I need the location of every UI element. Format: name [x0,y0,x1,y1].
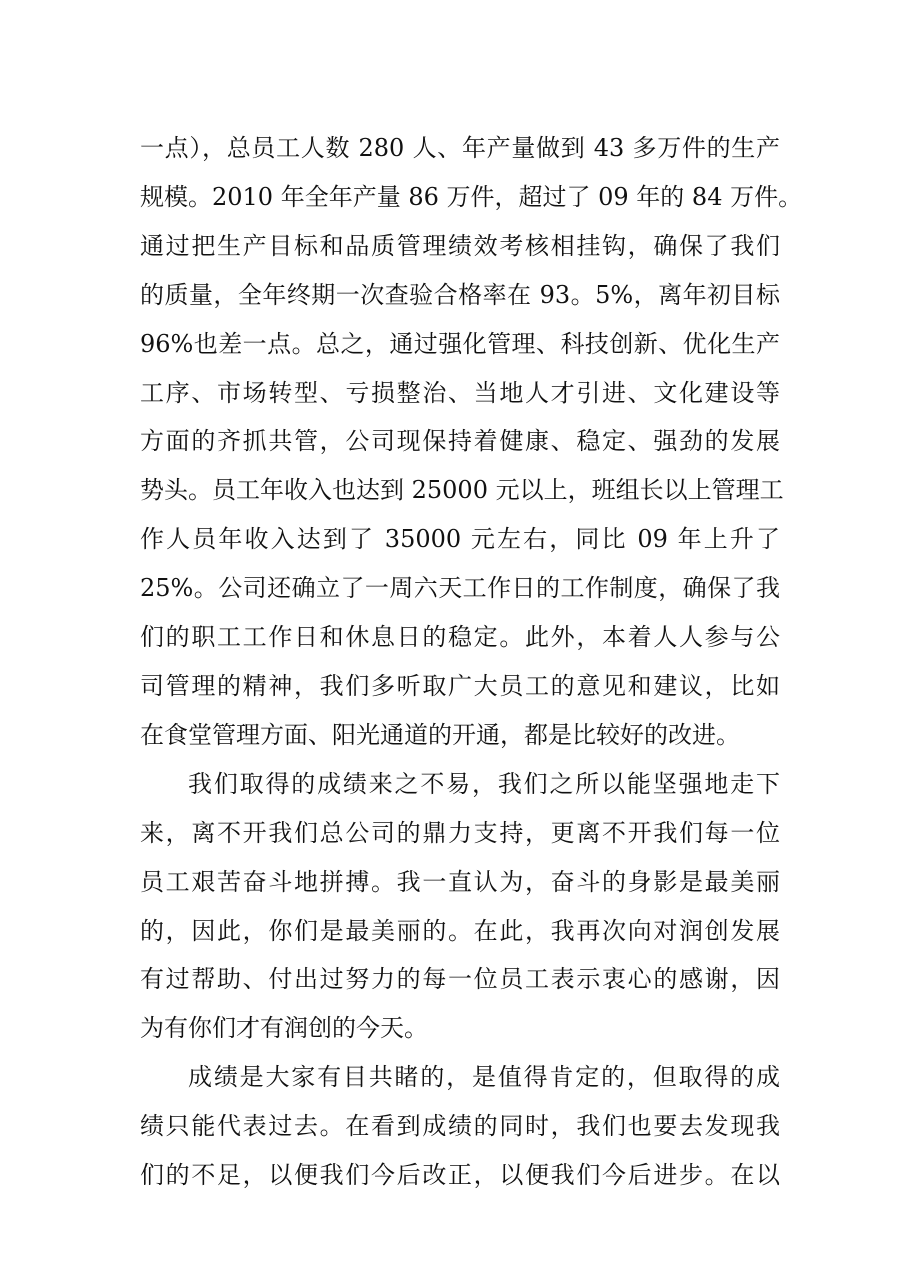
text-line: 方面的齐抓共管，公司现保持着健康、稳定、强劲的发展 [140,427,780,456]
text-line: 25%。公司还确立了一周六天工作日的工作制度，确保了我 [140,574,780,603]
text-line: 通过把生产目标和品质管理绩效考核相挂钩，确保了我们 [140,231,780,260]
paragraph-2 [140,760,780,1053]
text-line: 我们取得的成绩来之不易，我们之所以能坚强地走下 [188,769,780,798]
text-line: 来，离不开我们总公司的鼎力支持，更离不开我们每一位 [140,818,780,847]
text-line: 司管理的精神，我们多听取广大员工的意见和建议，比如 [140,671,780,700]
text-line: 为有你们才有润创的今天。 [140,1014,428,1043]
text-line: 的，因此，你们是最美丽的。在此，我再次向对润创发展 [140,916,780,945]
paragraph-3 [140,1053,780,1200]
text-line: 工序、市场转型、亏损整治、当地人才引进、文化建设等 [140,378,780,407]
text-line: 有过帮助、付出过努力的每一位员工表示衷心的感谢，因 [140,965,780,994]
text-line: 员工艰苦奋斗地拼搏。我一直认为，奋斗的身影是最美丽 [140,867,780,896]
text-line: 在食堂管理方面、阳光通道的开通，都是比较好的改进。 [140,720,740,749]
text-line: 成绩是大家有目共睹的，是值得肯定的，但取得的成 [188,1063,780,1092]
text-line: 一点），总员工人数 280 人、年产量做到 43 多万件的生产 [140,134,780,162]
paragraph-1 [140,124,803,760]
document-body [140,124,803,1200]
text-line: 势头。员工年收入也达到 25000 元以上，班组长以上管理工 [140,476,784,505]
text-line: 96%也差一点。总之，通过强化管理、科技创新、优化生产 [140,329,780,358]
text-line: 作人员年收入达到了 35000 元左右，同比 09 年上升了 [140,525,780,554]
text-line: 规模。2010 年全年产量 86 万件，超过了 09 年的 84 万件。 [140,182,803,211]
text-line: 们的不足，以便我们今后改正，以便我们今后进步。在以 [140,1161,780,1190]
text-line: 绩只能代表过去。在看到成绩的同时，我们也要去发现我 [140,1112,780,1141]
text-line: 们的职工工作日和休息日的稳定。此外，本着人人参与公 [140,623,780,652]
text-line: 的质量，全年终期一次查验合格率在 93。5%，离年初目标 [140,280,780,309]
